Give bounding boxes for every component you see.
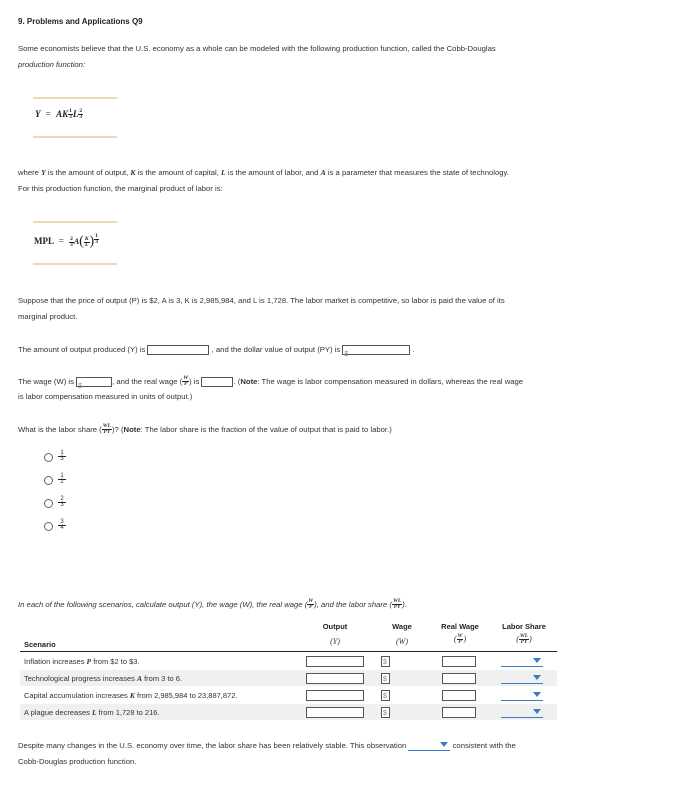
real-wage-input-row-1[interactable] — [442, 656, 476, 667]
dollar-output-input[interactable]: $ — [342, 345, 410, 355]
closing-line-1: Despite many changes in the U.S. economy over time, the labor share has been relatively stable. This observation consistent with the — [18, 741, 516, 750]
real-wage-input-row-4[interactable] — [442, 707, 476, 718]
variable-definitions: where Y is the amount of output, K is the amount of capital, L is the amount of labor, and A is a parameter that measures the state of technology. — [18, 168, 509, 177]
output-input-row-4[interactable] — [306, 707, 364, 718]
scenario-capital: Capital accumulation increases K from 2,985,984 to 23,887,872. — [24, 691, 238, 700]
chevron-down-icon — [533, 709, 541, 714]
mpl-box — [33, 221, 117, 265]
output-input-row-3[interactable] — [306, 690, 364, 701]
labor-share-dropdown-row-2[interactable] — [501, 673, 543, 684]
wage-note-line-2: is labor compensation measured in units of output.) — [18, 392, 193, 401]
mpl-equation: MPL = $\frac{2}{3}$ A( $\frac{K}{L}$ ) $\frac{1}{3}$ — [34, 233, 98, 249]
output-input[interactable] — [147, 345, 209, 355]
header-output-symbol: (Y) — [330, 637, 340, 646]
wage-input[interactable]: $ — [76, 377, 112, 387]
intro-line-2: production function: — [18, 60, 86, 69]
wage-question: The wage (W) is $, and the real wage ( $\frac{W}{P}$ ) is . (Note: The wage is labor compensation measured in dollars, whereas the real wage — [18, 375, 524, 390]
chevron-down-icon — [533, 692, 541, 697]
header-real-wage: Real Wage — [441, 622, 479, 631]
wage-input-row-2[interactable]: $ — [381, 673, 390, 684]
header-wage: Wage — [392, 622, 412, 631]
labor-share-dropdown-row-1[interactable] — [501, 656, 543, 667]
wage-input-row-1[interactable]: $ — [381, 656, 390, 667]
scenario-inflation: Inflation increases P from $2 to $3. — [24, 657, 140, 666]
closing-line-2: Cobb-Douglas production function. — [18, 757, 137, 766]
radio-button[interactable] — [44, 476, 53, 485]
scenario-intro: In each of the following scenarios, calculate output (Y), the wage (W), the real wage ( $\frac{W}{P}$ ), and the labor share ( $\frac{WL}{PY}$ ). — [18, 598, 407, 611]
labor-share-question: What is the labor share ( $\frac{WL}{PY}$ )? (Note: The labor share is the fraction of the value of output that is paid to labor.) — [18, 423, 392, 436]
header-scenario: Scenario — [24, 640, 56, 649]
output-input-row-2[interactable] — [306, 673, 364, 684]
question-title: 9. Problems and Applications Q9 — [18, 17, 143, 26]
table-header-rule — [20, 651, 557, 652]
header-wage-symbol: (W) — [396, 637, 408, 646]
radio-button[interactable] — [44, 522, 53, 531]
chevron-down-icon — [533, 675, 541, 680]
header-real-wage-symbol: ( $\frac{W}{P}$ ) — [453, 633, 467, 645]
consistency-dropdown[interactable] — [408, 741, 450, 751]
header-output: Output — [322, 622, 348, 631]
header-labor-share-symbol: ( $\frac{WL}{PY}$ ) — [516, 633, 532, 645]
wage-input-row-3[interactable]: $ — [381, 690, 390, 701]
real-wage-input-row-3[interactable] — [442, 690, 476, 701]
output-question: The amount of output produced (Y) is , and the dollar value of output (PY) is $ . — [18, 345, 415, 358]
wage-input-row-4[interactable]: $ — [381, 707, 390, 718]
header-labor-share: Labor Share — [502, 622, 546, 631]
labor-share-dropdown-row-3[interactable] — [501, 690, 543, 701]
intro-line-1: Some economists believe that the U.S. economy as a whole can be modeled with the following production function, called the Cobb-Douglas — [18, 44, 496, 53]
chevron-down-icon — [533, 658, 541, 663]
radio-button[interactable] — [44, 499, 53, 508]
production-function-box — [33, 97, 117, 138]
mpl-intro: For this production function, the marginal product of labor is: — [18, 184, 223, 193]
real-wage-input-row-2[interactable] — [442, 673, 476, 684]
scenario-technology: Technological progress increases A from 3 to 6. — [24, 674, 183, 683]
labor-share-dropdown-row-4[interactable] — [501, 707, 543, 718]
suppose-line-1: Suppose that the price of output (P) is $2, A is 3, K is 2,985,984, and L is 1,728. The labor market is competitive, so labor is paid the value of its — [18, 296, 505, 305]
production-function-equation: Y = AK $\frac{1}{3}$ L $\frac{2}{3}$ — [35, 108, 83, 120]
scenario-plague: A plague decreases L from 1,728 to 216. — [24, 708, 160, 717]
real-wage-input[interactable] — [201, 377, 233, 387]
chevron-down-icon — [440, 742, 448, 747]
radio-button[interactable] — [44, 453, 53, 462]
output-input-row-1[interactable] — [306, 656, 364, 667]
suppose-line-2: marginal product. — [18, 312, 78, 321]
